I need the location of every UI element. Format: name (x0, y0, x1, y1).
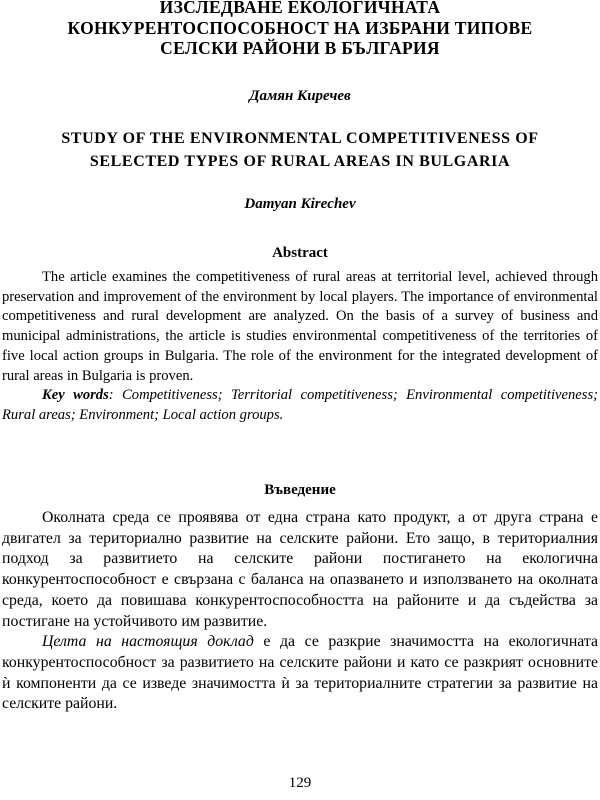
keywords-text: : Competitiveness; Territorial competitiveness; Environmental competitiveness; Rural areas; Environment; Local action groups. (2, 387, 598, 423)
abstract-heading: Abstract (272, 245, 328, 261)
bulgarian-title (0, 0, 600, 59)
bulgarian-title-line: СЕЛСКИ РАЙОНИ В БЪЛГАРИЯ (160, 38, 440, 58)
keywords-label: Key words (42, 387, 109, 404)
bulgarian-title-line: КОНКУРЕНТОСПОСОБНОСТ НА ИЗБРАНИ ТИПОВЕ (67, 17, 533, 38)
aim-rest: е да се разкрие значимостта на екологичната конкурентоспособност за развитието на селските райони и като се разкрият основните ѝ компоненти да се изведе значимостта ѝ за териториалните стратегии за развитие на селските райони. (2, 633, 598, 713)
aim-phrase: Целта на настоящия доклад (42, 633, 254, 651)
introduction-paragraph-2 (2, 632, 598, 715)
abstract-body (2, 268, 598, 426)
english-title-line: STUDY OF THE ENVIRONMENTAL COMPETITIVENESS OF (61, 130, 539, 147)
introduction-body (2, 508, 598, 715)
introduction-heading: Въведение (264, 482, 336, 498)
english-title (0, 127, 600, 173)
english-author: Damyan Kirechev (244, 196, 356, 212)
bulgarian-title-line: ИЗСЛЕДВАНЕ ЕКОЛОГИЧНАТА (159, 0, 441, 17)
english-title-line: SELECTED TYPES OF RURAL AREAS IN BULGARIA (89, 153, 511, 170)
introduction-paragraph-1: Околната среда се проявява от една страна като продукт, а от друга страна е двигател за териториално развитие на селските райони. Ето защо, в териториалния подход за развитието на селските райони постигането на екологична конкурентоспособност е свързана с баланса на опазването и използването на околната среда, което да повишава конкурентоспособността на районите и да съдейства за постигане на устойчивото им развитие. (2, 509, 598, 630)
bulgarian-author: Дамян Киречев (249, 88, 351, 104)
abstract-text: The article examines the competitiveness of rural areas at territorial level, achieved through preservation and improvement of the environment by local players. The importance of environmental competitiveness and rural development are analyzed. On the basis of a survey of business and municipal administrations, the article is studies environmental competitiveness of the territories of five local action groups in Bulgaria. The role of the environment for the integrated development of rural areas in Bulgaria is proven. (2, 269, 598, 384)
keywords (2, 386, 598, 425)
page-number: 129 (288, 775, 312, 791)
